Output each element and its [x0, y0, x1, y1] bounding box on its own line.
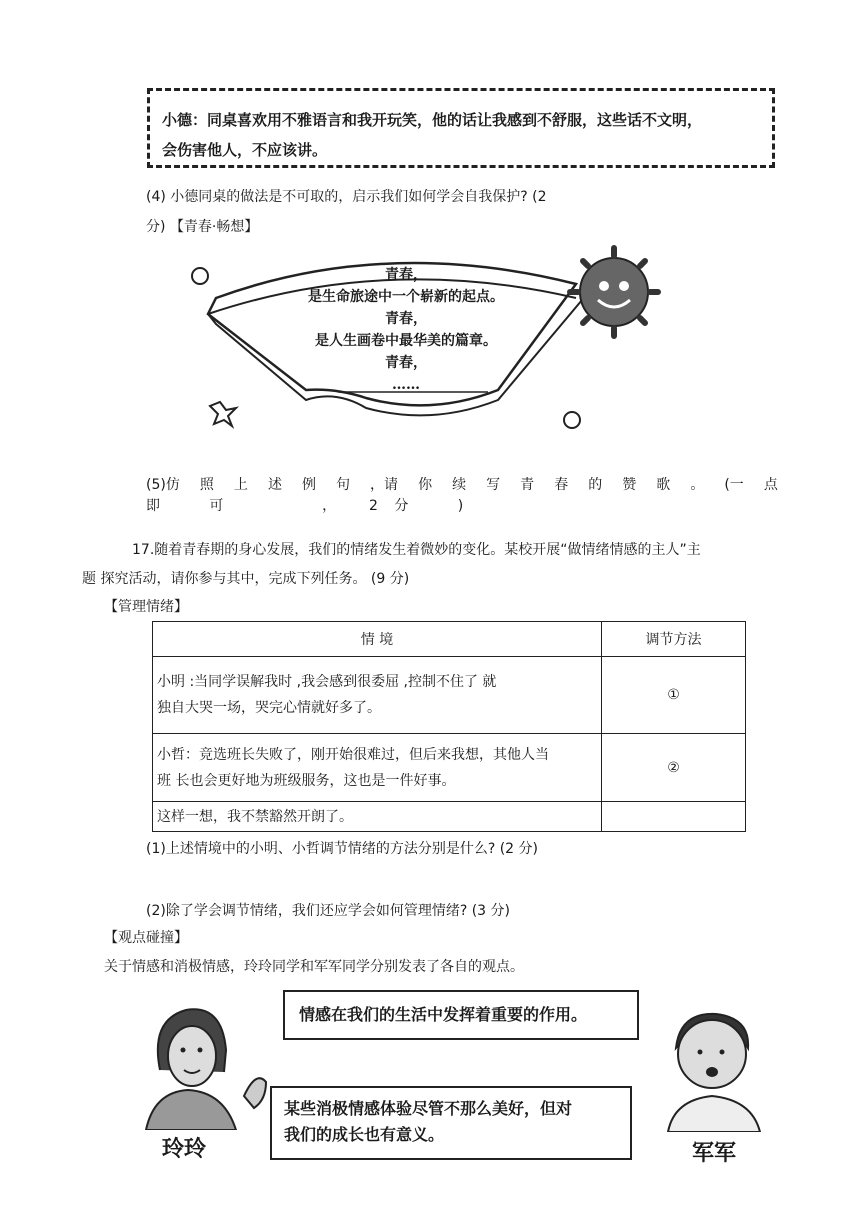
fan-line-5: 青春， [385, 355, 427, 371]
question-17-line-2: 题 探究活动，请你参与其中，完成下列任务。 (9 分) [82, 571, 410, 587]
speech-bubble-bottom: 某些消极情感体验尽管不那么美好，但对 我们的成长也有意义。 [270, 1086, 632, 1160]
table-cell-situation: 小明 :当同学误解我时 ,我会感到很委屈 ,控制不住了 就 独自大哭一场，哭完心情就好多了。 [153, 657, 602, 734]
table-cell-method [602, 802, 746, 832]
table-header-situation: 情 境 [153, 622, 602, 657]
table-row [153, 734, 746, 802]
question-4-line-1: (4) 小德同桌的做法是不可取的，启示我们如何学会自我保护? (2 [146, 189, 547, 205]
question-4-line-2: 分) 【青春·畅想】 [146, 219, 259, 235]
fan-text [296, 264, 516, 396]
question-5-line-2: 即 可 ， 2 分 ) [146, 498, 464, 514]
quote-box [147, 88, 775, 168]
section-manage-emotions: 【管理情绪】 [104, 599, 188, 615]
circle-decoration-left [192, 268, 208, 284]
question-17-line-1: 17.随着青春期的身心发展，我们的情绪发生着微妙的变化。某校开展“做情绪情感的主人”主 [132, 542, 701, 558]
boy-junjun-drawing [658, 1008, 768, 1132]
table-cell-method: ① [602, 657, 746, 734]
table-cell-method: ② [602, 734, 746, 802]
table-header-row [153, 622, 746, 657]
fan-line-2: 是生命旅途中一个崭新的起点。 [308, 289, 504, 305]
emotion-table [152, 621, 746, 832]
fan-line-1: 青春， [385, 267, 427, 283]
section-views-collision: 【观点碰撞】 [104, 930, 188, 946]
speech-bubble-top: 情感在我们的生活中发挥着重要的作用。 [283, 990, 639, 1040]
table-cell-situation: 这样一想，我不禁豁然开朗了。 [153, 802, 602, 832]
comic-illustration [140, 990, 780, 1170]
question-17-1: (1)上述情境中的小明、小哲调节情绪的方法分别是什么? (2 分) [146, 841, 538, 857]
views-intro: 关于情感和消极情感，玲玲同学和军军同学分别发表了各自的观点。 [104, 959, 524, 975]
table-row [153, 657, 746, 734]
sun-icon [570, 248, 658, 336]
table-cell-situation: 小哲：竞选班长失败了，刚开始很难过，但后来我想，其他人当 班 长也会更好地为班级服务，这也是一件好事。 [153, 734, 602, 802]
quote-line-1: 小德：同桌喜欢用不雅语言和我开玩笑，他的话让我感到不舒服，这些话不文明， [162, 111, 703, 129]
table-header-method: 调节方法 [602, 622, 746, 657]
table-row [153, 802, 746, 832]
name-junjun: 军军 [692, 1140, 737, 1166]
fan-line-6: …… [392, 377, 420, 393]
name-lingling: 玲玲 [162, 1136, 207, 1162]
question-5-line-1: (5)仿 照 上 述 例 句 ，请 你 续 写 青 春 的 赞 歌 。 (一 点 [146, 477, 778, 493]
youth-fan-illustration [186, 240, 672, 440]
fan-line-4: 是人生画卷中最华美的篇章。 [315, 333, 497, 349]
circle-decoration-right [564, 412, 580, 428]
question-17-2: (2)除了学会调节情绪，我们还应学会如何管理情绪? (3 分) [146, 903, 510, 919]
fan-line-3: 青春， [385, 311, 427, 327]
quote-line-2: 会伤害他人，不应该讲。 [162, 141, 328, 159]
girl-lingling-drawing [140, 1000, 270, 1130]
